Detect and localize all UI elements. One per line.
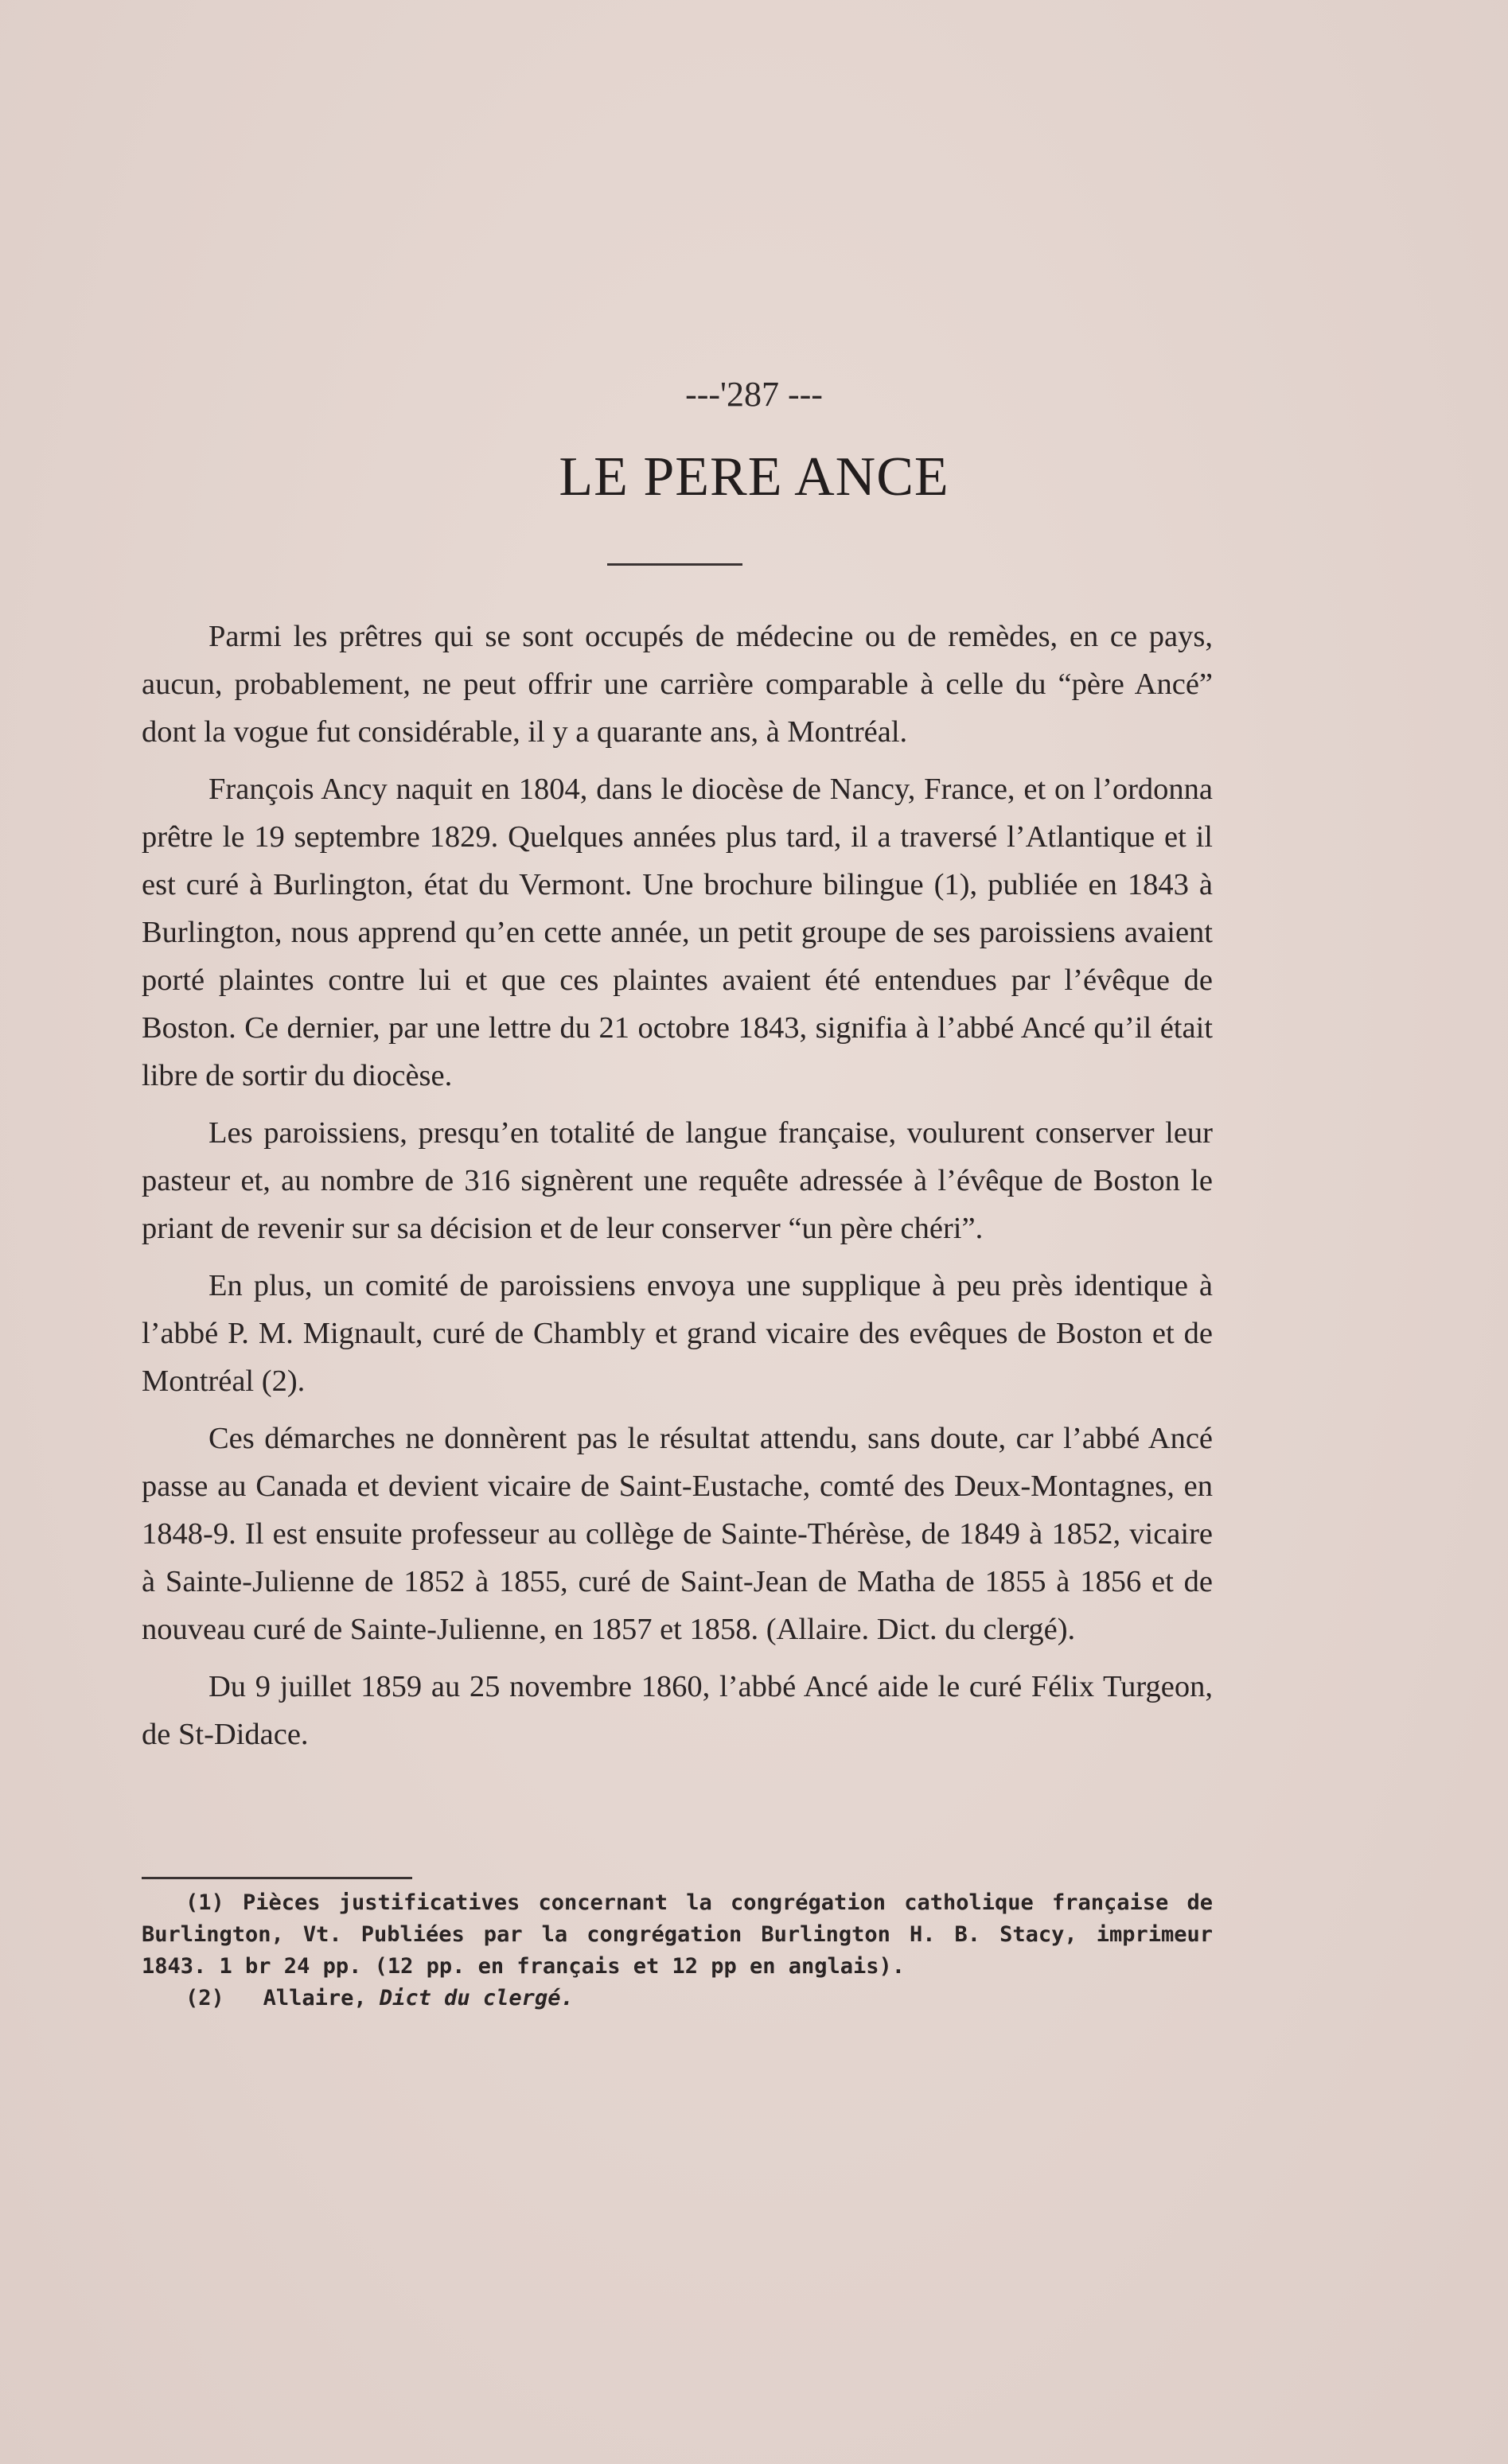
page-number: ---'287 --- xyxy=(685,375,823,414)
footnote-2 xyxy=(142,1983,1213,2014)
footnote-2-work: Dict du clergé. xyxy=(379,1986,574,2011)
article-body xyxy=(142,613,1213,1768)
title-divider xyxy=(607,563,742,566)
footnote-2-number: (2) xyxy=(185,1986,224,2011)
paragraph: Les paroissiens, presqu’en totalité de langue française, voulurent conserver leur pasteur et, au nombre de 316 signèrent une requête adressée à l’évêque de Boston le priant de revenir sur sa décision et de leur conserver “un père chéri”. xyxy=(142,1116,1213,1245)
footnote-divider xyxy=(142,1877,412,1879)
paragraph: Ces démarches ne donnèrent pas le résultat attendu, sans doute, car l’abbé Ancé passe au Canada et devient vicaire de Saint-Eustache, comté des Deux-Montagnes, en 1848-9. Il est ensuite professeur au collège de Sainte-Thérèse, de 1849 à 1852, vicaire à Sainte-Julienne de 1852 à 1855, curé de Saint-Jean de Matha de 1855 à 1856 et de nouveau curé de Sainte-Julienne, en 1857 et 1858. (Allaire. Dict. du clergé). xyxy=(142,1422,1213,1646)
footnotes xyxy=(142,1887,1213,2014)
paragraph: Parmi les prêtres qui se sont occupés de médecine ou de remèdes, en ce pays, aucun, probablement, ne peut offrir une carrière comparable à celle du “père Ancé” dont la vogue fut considérable, il y a quarante ans, à Montréal. xyxy=(142,620,1213,749)
footnote-1: (1) Pièces justificatives concernant la congrégation catholique française de Burlington, Vt. Publiées par la congrégation Burlington H. B. Stacy, imprimeur 1843. 1 br 24 pp. (12 pp. en français et 12 pp en anglais). xyxy=(142,1890,1213,1979)
paragraph: François Ancy naquit en 1804, dans le diocèse de Nancy, France, et on l’ordonna prêtre le 19 septembre 1829. Quelques années plus tard, il a traversé l’Atlantique et il est curé à Burlington, état du Vermont. Une brochure bilingue (1), publiée en 1843 à Burlington, nous apprend qu’en cette année, un petit groupe de ses paroissiens avaient porté plaintes contre lui et que ces plaintes avaient été entendues par l’évêque de Boston. Ce dernier, par une lettre du 21 octobre 1843, signifia à l’abbé Ancé qu’il était libre de sortir du diocèse. xyxy=(142,773,1213,1092)
page-title: LE PERE ANCE xyxy=(559,446,949,508)
footnote-2-author: Allaire, xyxy=(263,1986,367,2011)
paragraph: En plus, un comité de paroissiens envoya une supplique à peu près identique à l’abbé P. M. Mignault, curé de Chambly et grand vicaire des evêques de Boston et de Montréal (2). xyxy=(142,1269,1213,1398)
paragraph: Du 9 juillet 1859 au 25 novembre 1860, l’abbé Ancé aide le curé Félix Turgeon, de St-Didace. xyxy=(142,1670,1213,1751)
